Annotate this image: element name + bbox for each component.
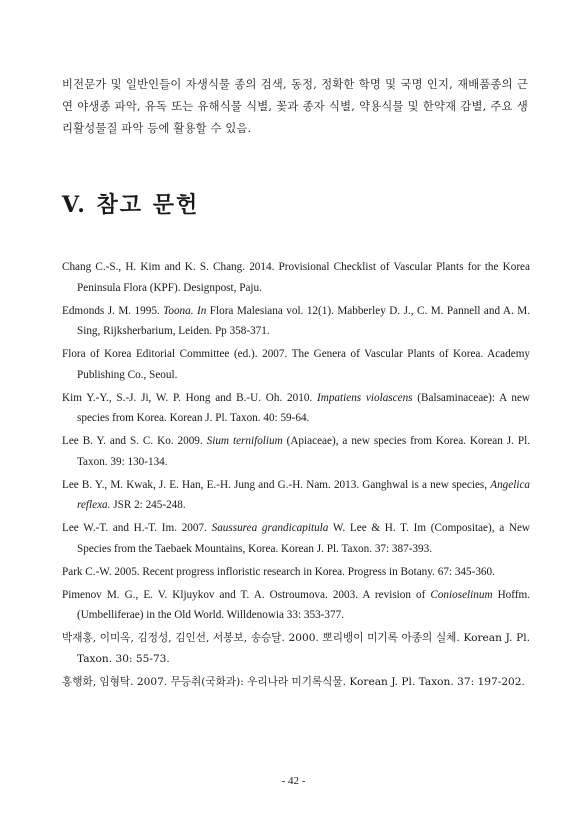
reference-list xyxy=(62,257,530,695)
section-heading: V. 참고 문헌 xyxy=(62,192,200,218)
reference-item: Chang C.-S., H. Kim and K. S. Chang. 2014. Provisional Checklist of Vascular Plants for the Korea Peninsula Flora (KPF). Designpost, Paju. xyxy=(62,261,530,294)
reference-item: Park C.-W. 2005. Recent progress infloristic research in Korea. Progress in Botany. 67: 345-360. xyxy=(62,565,495,578)
page-number: - 42 - xyxy=(281,775,306,787)
reference-item: 박재홍, 이미옥, 김정성, 김인선, 서봉보, 송승달. 2000. 뽀리뱅이 미기록 아종의 실체. Korean J. Pl. Taxon. 30: 55-73. xyxy=(62,632,530,665)
reference-item: Lee W.-T. and H.-T. Im. 2007. Saussurea grandicapitula W. Lee & H. T. Im (Compositae), a New Species from the Taebaek Mountains, Korea. Korean J. Pl. Taxon. 37: 387-393. xyxy=(62,522,530,555)
reference-item: Lee B. Y., M. Kwak, J. E. Han, E.-H. Jung and G.-H. Nam. 2013. Ganghwal is a new species, Angelica reflexa. JSR 2: 245-248. xyxy=(62,478,530,511)
reference-item: Lee B. Y. and S. C. Ko. 2009. Sium ternifolium (Apiaceae), a new species from Korea. Korean J. Pl. Taxon. 39: 130-134. xyxy=(62,435,530,468)
intro-paragraph: 비전문가 및 일반인들이 자생식물 종의 검색, 동정, 정확한 학명 및 국명 인지, 재배품종의 근연 야생종 파악, 유독 또는 유해식물 식별, 꽃과 종자 식별, 약용식물 및 한약재 감별, 주요 생리활성물질 파악 등에 활용할 수 있음. xyxy=(62,78,528,135)
reference-item: Kim Y.-Y., S.-J. Ji, W. P. Hong and B.-U. Oh. 2010. Impatiens violascens (Balsaminaceae): A new species from Korea. Korean J. Pl. Taxon. 40: 59-64. xyxy=(62,391,530,424)
reference-item: Pimenov M. G., E. V. Kljuykov and T. A. Ostroumova. 2003. A revision of Conioselinum Hoffm. (Umbelliferae) in the Old World. Willdenowia 33: 353-377. xyxy=(62,588,530,621)
reference-item: Edmonds J. M. 1995. Toona. In Flora Malesiana vol. 12(1). Mabberley D. J., C. M. Pannell and A. M. Sing, Rijksherbarium, Leiden. Pp 358-371. xyxy=(62,304,530,337)
reference-item: Flora of Korea Editorial Committee (ed.). 2007. The Genera of Vascular Plants of Korea. Academy Publishing Co., Seoul. xyxy=(62,348,530,381)
reference-item: 홍행화, 임형탁. 2007. 무등취(국화과): 우리나라 미기록식물. Korean J. Pl. Taxon. 37: 197-202. xyxy=(62,675,525,688)
